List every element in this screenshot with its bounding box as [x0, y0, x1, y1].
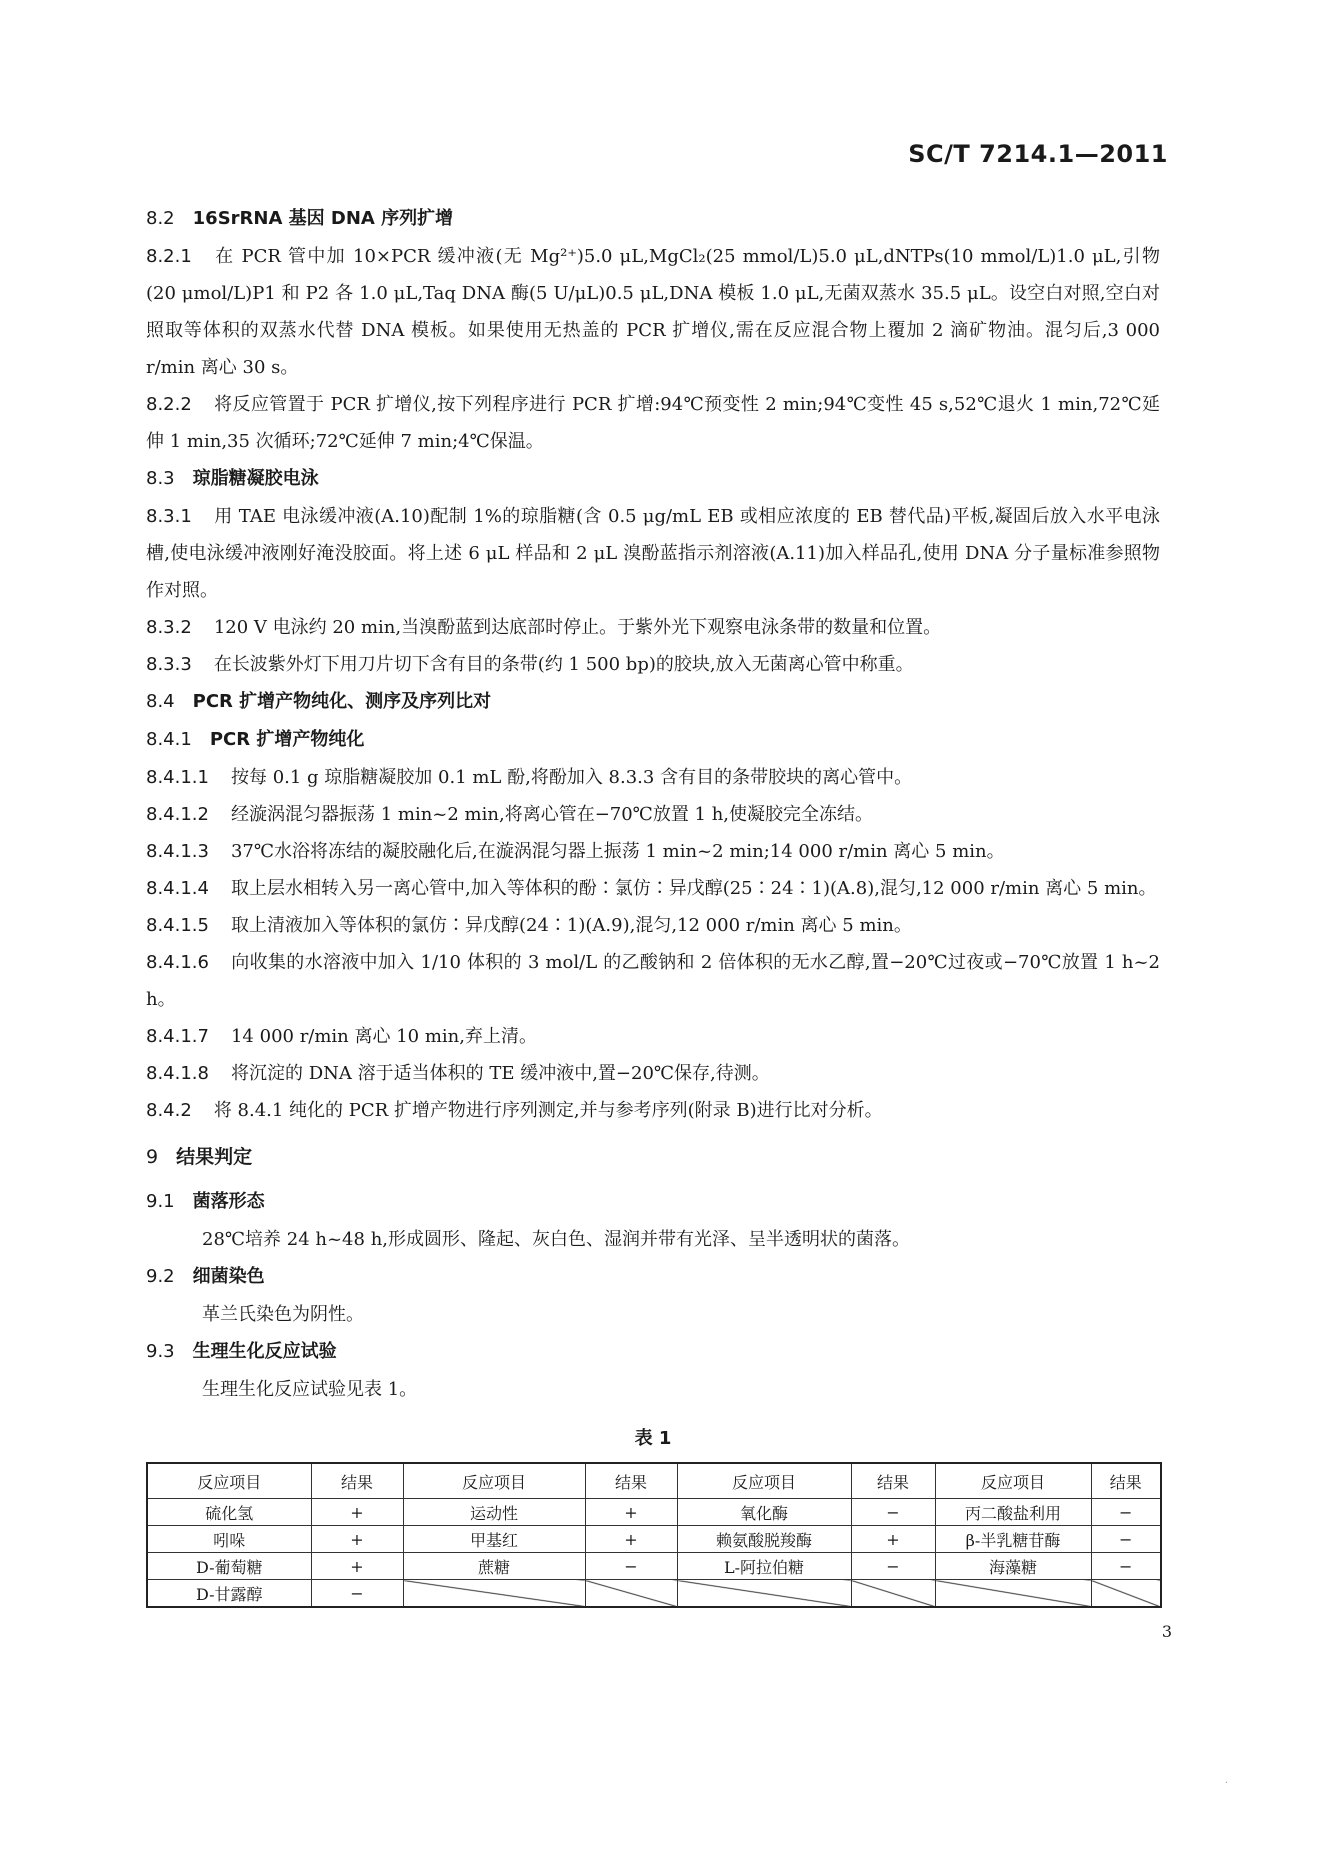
section-heading: [146, 1137, 1160, 1177]
table-cell: 海藻糖: [935, 1553, 1091, 1580]
clause-number: 8.4.1.8: [146, 1063, 209, 1084]
sections-container: [146, 200, 1160, 1408]
empty-cell: [851, 1580, 935, 1608]
table-cell: 丙二酸盐利用: [935, 1499, 1091, 1526]
empty-cell: [585, 1580, 677, 1608]
reaction-table: [146, 1462, 1162, 1608]
section-number: 9.1: [146, 1191, 175, 1212]
table-cell: −: [851, 1553, 935, 1580]
empty-cell: [403, 1580, 585, 1608]
table-cell: −: [1091, 1526, 1161, 1553]
subsection-heading: [146, 1183, 1160, 1221]
table-row: [147, 1553, 1161, 1580]
clause-paragraph: [146, 833, 1160, 870]
table-header-cell: 反应项目: [677, 1463, 851, 1499]
clause-paragraph: [146, 238, 1160, 386]
clause-text: 将 8.4.1 纯化的 PCR 扩增产物进行序列测定,并与参考序列(附录 B)进行比对分析。: [213, 1100, 883, 1121]
page-number: 3: [1161, 1622, 1172, 1641]
table-title: 表 1: [634, 1428, 672, 1449]
table-cell: D-甘露醇: [147, 1580, 311, 1608]
clause-text: 经漩涡混匀器振荡 1 min~2 min,将离心管在−70℃放置 1 h,使凝胶完全冻结。: [230, 804, 874, 825]
clause-number: 8.4.1.3: [146, 841, 209, 862]
clause-paragraph: [146, 944, 1160, 1018]
clause-text: 120 V 电泳约 20 min,当溴酚蓝到达底部时停止。于紫外光下观察电泳条带的数量和位置。: [213, 617, 942, 638]
section-title: 琼脂糖凝胶电泳: [192, 468, 319, 489]
table-header-row: [147, 1463, 1161, 1499]
table-cell: +: [311, 1526, 403, 1553]
clause-number: 8.4.1.6: [146, 952, 209, 973]
clause-paragraph: [146, 1055, 1160, 1092]
table-cell: D-葡萄糖: [147, 1553, 311, 1580]
section-title: PCR 扩增产物纯化、测序及序列比对: [192, 691, 492, 712]
table-cell: 赖氨酸脱羧酶: [677, 1526, 851, 1553]
clause-text: 37℃水浴将冻结的凝胶融化后,在漩涡混匀器上振荡 1 min~2 min;14 000 r/min 离心 5 min。: [230, 841, 1005, 862]
clause-number: 8.4.1.2: [146, 804, 209, 825]
table-cell: 硫化氢: [147, 1499, 311, 1526]
table-header-cell: 反应项目: [403, 1463, 585, 1499]
section-number: 9.2: [146, 1266, 175, 1287]
table-cell: +: [311, 1499, 403, 1526]
clause-text: 将反应管置于 PCR 扩增仪,按下列程序进行 PCR 扩增:94℃预变性 2 min;94℃变性 45 s,52℃退火 1 min,72℃延伸 1 min,35 次循环;72℃延伸 7 min;4℃保温。: [146, 394, 1160, 452]
section-title: 16SrRNA 基因 DNA 序列扩增: [192, 208, 454, 229]
body-paragraph: 28℃培养 24 h~48 h,形成圆形、隆起、灰白色、湿润并带有光泽、呈半透明状的菌落。: [202, 1229, 910, 1250]
empty-cell: [677, 1580, 851, 1608]
clause-number: 8.4.1.7: [146, 1026, 209, 1047]
clause-number: 8.3.2: [146, 617, 192, 638]
subsection-heading: [146, 683, 1160, 721]
table-cell: +: [585, 1499, 677, 1526]
section-number: 8.4.1: [146, 729, 192, 750]
table-header-cell: 结果: [585, 1463, 677, 1499]
subsection-heading: [146, 1333, 1160, 1371]
subsection-heading: [146, 1258, 1160, 1296]
clause-paragraph: [146, 609, 1160, 646]
clause-paragraph: [146, 498, 1160, 609]
clause-paragraph: [146, 1018, 1160, 1055]
clause-paragraph: [146, 870, 1160, 907]
table-cell: +: [311, 1553, 403, 1580]
clause-text: 在 PCR 管中加 10×PCR 缓冲液(无 Mg²⁺)5.0 μL,MgCl₂(25 mmol/L)5.0 μL,dNTPs(10 mmol/L)1.0 μL,引物(20 μmol/L)P1 和 P2 各 1.0 μL,Taq DNA 酶(5 U/μL)0.5 μL,DNA 模板 1.0 μL,无菌双蒸水 35.5 μL。设空白对照,空白对照取等体积的双蒸水代替 DNA 模板。如果使用无热盖的 PCR 扩增仪,需在反应混合物上覆加 2 滴矿物油。混匀后,3 000 r/min 离心 30 s。: [146, 246, 1160, 378]
table-cell: 氧化酶: [677, 1499, 851, 1526]
table-cell: −: [585, 1553, 677, 1580]
table-cell: +: [851, 1526, 935, 1553]
clause-number: 8.3.3: [146, 654, 192, 675]
section-number: 8.4: [146, 691, 175, 712]
clause-number: 8.2.2: [146, 394, 192, 415]
table-cell: 蔗糖: [403, 1553, 585, 1580]
section-number: 8.3: [146, 468, 175, 489]
clause-number: 8.3.1: [146, 506, 192, 527]
clause-paragraph: [146, 796, 1160, 833]
table-cell: L-阿拉伯糖: [677, 1553, 851, 1580]
clause-text: 将沉淀的 DNA 溶于适当体积的 TE 缓冲液中,置−20℃保存,待测。: [230, 1063, 770, 1084]
section-title: 结果判定: [176, 1146, 253, 1168]
section-title: 细菌染色: [192, 1266, 265, 1287]
table-cell: 运动性: [403, 1499, 585, 1526]
clause-number: 8.4.1.5: [146, 915, 209, 936]
table-cell: −: [1091, 1553, 1161, 1580]
clause-paragraph: [146, 907, 1160, 944]
clause-number: 8.2.1: [146, 246, 192, 267]
table-header-cell: 反应项目: [935, 1463, 1091, 1499]
table-cell: −: [851, 1499, 935, 1526]
section-number: 9.3: [146, 1341, 175, 1362]
clause-text: 在长波紫外灯下用刀片切下含有目的条带(约 1 500 bp)的胶块,放入无菌离心管中称重。: [213, 654, 914, 675]
clause-paragraph: [146, 386, 1160, 460]
table-row: [147, 1499, 1161, 1526]
clause-paragraph: [146, 646, 1160, 683]
table-row: [147, 1526, 1161, 1553]
clause-text: 向收集的水溶液中加入 1/10 体积的 3 mol/L 的乙酸钠和 2 倍体积的无水乙醇,置−20℃过夜或−70℃放置 1 h~2 h。: [146, 952, 1160, 1010]
section-title: 生理生化反应试验: [192, 1341, 337, 1362]
subsection-heading: [146, 721, 1160, 759]
clause-paragraph: [146, 759, 1160, 796]
table-cell: −: [1091, 1499, 1161, 1526]
table-cell: 吲哚: [147, 1526, 311, 1553]
empty-cell: [935, 1580, 1091, 1608]
clause-number: 8.4.2: [146, 1100, 192, 1121]
corner-mark: ·: [1224, 1778, 1228, 1789]
body-paragraph: 革兰氏染色为阴性。: [202, 1304, 364, 1325]
section-number: 8.2: [146, 208, 175, 229]
section-number: 9: [146, 1146, 159, 1168]
table-cell: −: [311, 1580, 403, 1608]
table-header-cell: 结果: [311, 1463, 403, 1499]
clause-text: 取上清液加入等体积的氯仿∶异戊醇(24∶1)(A.9),混匀,12 000 r/min 离心 5 min。: [230, 915, 912, 936]
section-title: PCR 扩增产物纯化: [209, 729, 365, 750]
clause-text: 14 000 r/min 离心 10 min,弃上清。: [230, 1026, 537, 1047]
table-cell: 甲基红: [403, 1526, 585, 1553]
clause-paragraph: [146, 1092, 1160, 1129]
clause-text: 按每 0.1 g 琼脂糖凝胶加 0.1 mL 酚,将酚加入 8.3.3 含有目的条带胶块的离心管中。: [230, 767, 913, 788]
table-row: [147, 1580, 1161, 1608]
subsection-heading: [146, 460, 1160, 498]
standard-code: SC/T 7214.1—2011: [908, 140, 1168, 168]
table-header-cell: 结果: [1091, 1463, 1161, 1499]
clause-text: 取上层水相转入另一离心管中,加入等体积的酚∶氯仿∶异戊醇(25∶24∶1)(A.8),混匀,12 000 r/min 离心 5 min。: [230, 878, 1157, 899]
body-paragraph: 生理生化反应试验见表 1。: [202, 1379, 418, 1400]
clause-number: 8.4.1.4: [146, 878, 209, 899]
table-header-cell: 结果: [851, 1463, 935, 1499]
section-title: 菌落形态: [192, 1191, 265, 1212]
table-cell: +: [585, 1526, 677, 1553]
document-body: [146, 200, 1160, 1608]
empty-cell: [1091, 1580, 1161, 1608]
table-header-cell: 反应项目: [147, 1463, 311, 1499]
clause-text: 用 TAE 电泳缓冲液(A.10)配制 1%的琼脂糖(含 0.5 μg/mL EB 或相应浓度的 EB 替代品)平板,凝固后放入水平电泳槽,使电泳缓冲液刚好淹没胶面。将上述 6 μL 样品和 2 μL 溴酚蓝指示剂溶液(A.11)加入样品孔,使用 DNA 分子量标准参照物作对照。: [146, 506, 1160, 601]
subsection-heading: [146, 200, 1160, 238]
clause-number: 8.4.1.1: [146, 767, 209, 788]
table-cell: β-半乳糖苷酶: [935, 1526, 1091, 1553]
